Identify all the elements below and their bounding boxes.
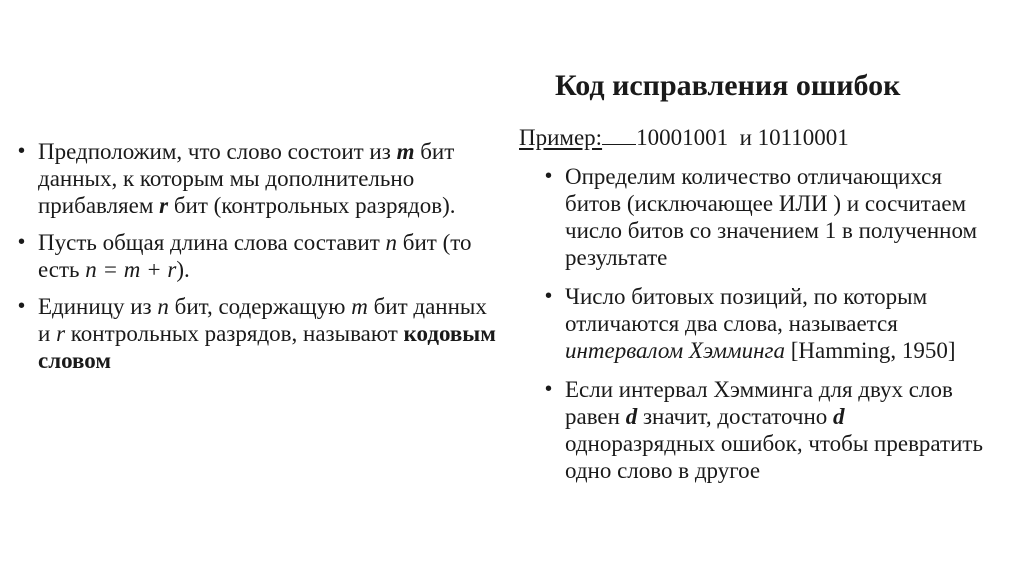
var-n: n	[157, 294, 169, 319]
text: одноразрядных ошибок, чтобы превратить одно слово в другое	[565, 431, 983, 483]
text: Предположим, что слово состоит из	[38, 139, 397, 164]
bullet-dot-icon: •	[18, 140, 26, 162]
left-bullet-1	[18, 138, 498, 219]
text: [Hamming, 1950]	[784, 338, 956, 363]
example-and: и	[739, 125, 752, 150]
bullet-dot-icon: •	[545, 165, 553, 187]
left-bullet-3	[18, 293, 498, 374]
bullet-dot-icon: •	[545, 378, 553, 400]
text: бит данных, к которым мы дополнительно прибавляем	[38, 139, 455, 218]
text: Определим количество отличающихся битов (исключающее ИЛИ ) и сосчитаем число битов со значением 1 в полученном результате	[565, 164, 978, 270]
text: Пусть общая длина слова составит	[38, 230, 386, 255]
text: ).	[176, 257, 190, 282]
right-column	[519, 124, 999, 496]
example-word-2: 10110001	[757, 125, 849, 150]
var-m: m	[396, 139, 415, 164]
example-line	[519, 124, 999, 151]
var-n: n	[385, 230, 398, 255]
text: Если интервал Хэмминга для двух слов равен	[565, 377, 953, 429]
var-d: d	[833, 404, 845, 429]
example-word-1: 10001001	[636, 125, 729, 150]
text: значит, достаточно	[637, 404, 834, 429]
text: бит, содержащую	[168, 294, 352, 319]
var-r: r	[56, 321, 66, 346]
text: бит данных и	[38, 294, 487, 346]
right-bullet-1	[545, 163, 999, 271]
text: контрольных разрядов, называют	[65, 321, 404, 346]
formula: n = m + r	[85, 257, 177, 282]
var-r: r	[159, 193, 169, 218]
code-word-term: кодовым словом	[38, 321, 496, 373]
text: Единицу из	[38, 294, 158, 319]
right-bullet-2	[545, 283, 999, 364]
var-m: m	[351, 294, 368, 319]
slide-title: Код исправления ошибок	[555, 69, 901, 102]
example-label: Пример:	[519, 125, 603, 150]
bullet-dot-icon: •	[18, 231, 26, 253]
left-column	[18, 138, 498, 384]
example-underline	[602, 126, 636, 145]
text: Число битовых позиций, по которым отличаются два слова, называется	[565, 284, 928, 336]
bullet-dot-icon: •	[545, 285, 553, 307]
hamming-interval-term: интервалом Хэмминга	[565, 338, 785, 363]
text: бит (контрольных разрядов).	[168, 193, 456, 218]
var-d: d	[625, 404, 638, 429]
text: бит (то есть	[38, 230, 472, 282]
bullet-dot-icon: •	[18, 295, 26, 317]
right-bullet-3	[545, 376, 999, 484]
left-bullet-2	[18, 229, 498, 283]
